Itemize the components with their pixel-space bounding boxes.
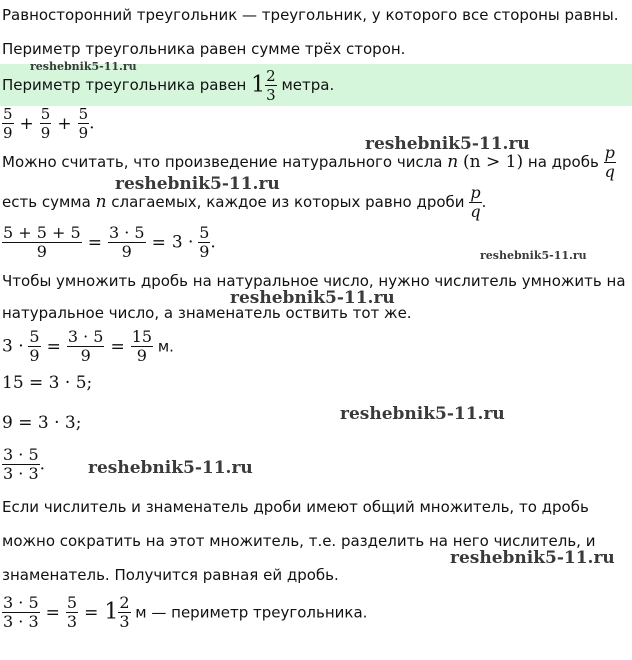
watermark: reshebnik5-11.ru [30,60,137,73]
paragraph-reduce-line1: Если числитель и знаменатель дроби имеют общий множитель, то дробь [2,498,589,516]
equation-sum-to-product: $\frac{5 + 5 + 5}{9}$ = $\frac{3 \cdot 5}{9}$ = 3 · $\frac{5}{9}$ . [3,223,216,261]
paragraph-perimeter-value: Периметр треугольника равен 1 $\frac{2}{3}$ метра. [2,67,335,104]
watermark: reshebnik5-11.ru [88,458,253,478]
paragraph-reduce-line3: знаменатель. Получится равная ей дробь. [2,566,339,584]
factor-15: 15 = 3 · 5; [2,373,93,393]
equation-product: 3 · $\frac{5}{9}$ = $\frac{3 \cdot 5}{9}$ = $\frac{15}{9}$ м. [2,327,174,365]
mixed-fraction: $\frac{2}{3}$ [266,67,276,104]
paragraph-sum-of-terms: есть сумма n слагаемых, каждое из которых равно дроби $\frac{p}{q}$ . [2,183,487,221]
watermark: reshebnik5-11.ru [230,288,395,308]
factor-9: 9 = 3 · 3; [2,413,82,433]
watermark: reshebnik5-11.ru [450,548,615,568]
paragraph-perimeter-rule: Периметр треугольника равен сумме трёх сторон. [2,40,406,58]
fraction-factored: $\frac{3 \cdot 5}{3 \cdot 3}$ . [3,445,46,483]
paragraph-definition: Равносторонний треугольник — треугольник, у которого все стороны равны. [2,6,619,24]
equation-final: $\frac{3 \cdot 5}{3 \cdot 3}$ = $\frac{5}{3}$ = 1 $\frac{2}{3}$ м — периметр треугольника. [3,593,368,631]
paragraph-multiplication-idea: Можно считать, что произведение натурального числа n (n > 1) на дробь $\frac{p}{q}$ [2,143,615,181]
paragraph-rule-line2: натуральное число, а знаменатель оствить тот же. [2,304,412,322]
paragraph-reduce-line2: можно сократить на этот множитель, т.е. разделить на него числитель, и [2,532,596,550]
paragraph-rule-line1: Чтобы умножить дробь на натуральное число, нужно числитель умножить на [2,272,626,290]
watermark: reshebnik5-11.ru [365,134,530,154]
watermark: reshebnik5-11.ru [480,249,587,262]
watermark: reshebnik5-11.ru [115,174,280,194]
watermark: reshebnik5-11.ru [340,404,505,424]
equation-sum: $\frac{5}{9}$ + $\frac{5}{9}$ + $\frac{5}{9}$ . [3,105,95,142]
